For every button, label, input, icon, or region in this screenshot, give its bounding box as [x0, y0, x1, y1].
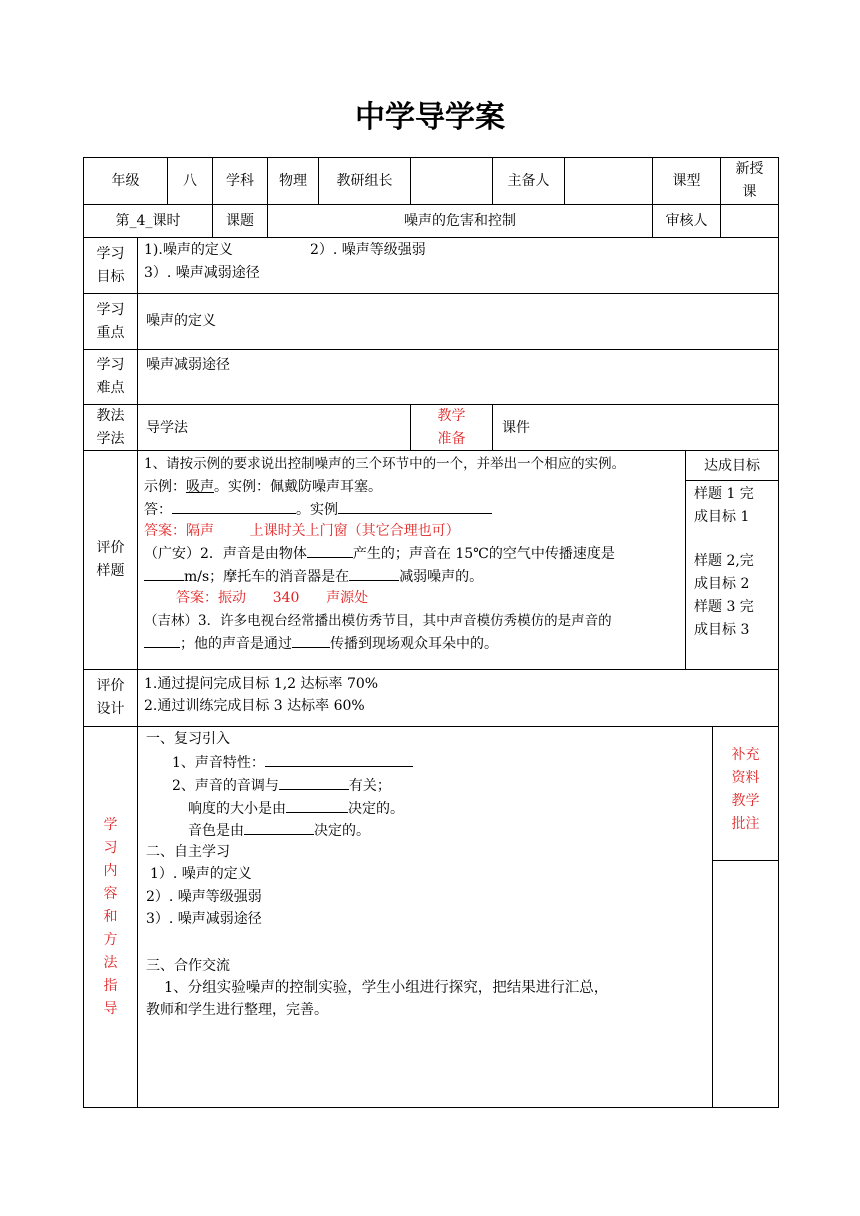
type-value-line1: 新授: [735, 161, 764, 177]
blank: [307, 542, 353, 558]
prep-value: 课件: [502, 420, 530, 436]
blank: [349, 565, 399, 581]
content-side-label: [84, 727, 137, 1107]
self-study-item-3: 3）. 噪声减弱途径: [146, 911, 262, 927]
topic-value: 噪声的危害和控制: [404, 213, 516, 229]
blank: [286, 797, 348, 813]
sample-q3-line2: [144, 632, 498, 655]
difficulties-label: [84, 350, 137, 404]
sample-q3-line1: （吉林）3．许多电视台经常播出模仿秀节目，其中声音模仿秀模仿的是声音的: [144, 613, 612, 629]
side-char: 习: [103, 839, 118, 856]
goal-map-3a: 样题 3 完: [694, 599, 754, 615]
grade-label: 年级: [111, 173, 140, 189]
goal-item-2: 2）. 噪声等级强弱: [310, 242, 426, 258]
q2-part-d: 减弱噪声的。: [399, 569, 484, 585]
q2-part-c: m/s；摩托车的消音器是在: [184, 569, 350, 585]
difficulties-label-line1: 学习: [96, 357, 125, 373]
reviewer-label: 审核人: [665, 213, 708, 229]
key-points-label-line1: 学习: [96, 301, 125, 318]
goals-label: [84, 238, 137, 293]
review-item-1-text: 1、声音特性：: [172, 755, 265, 771]
key-points-label-line2: 重点: [96, 324, 125, 341]
sample-q2-line1: [144, 542, 615, 565]
example-underlined: 吸声: [186, 479, 214, 495]
self-study-item-1: 1）. 噪声的定义: [150, 866, 252, 882]
sample-a2: 答案：振动 340 声源处: [176, 590, 369, 606]
prep-label: [411, 405, 492, 450]
review-item-2-b: 有关；: [348, 778, 391, 794]
section-cooperation: 三、合作交流: [146, 958, 230, 974]
section-self-study: 二、自主学习: [146, 844, 230, 860]
side-char: 方: [103, 931, 118, 948]
samples-label: [84, 451, 137, 669]
method-label-line1: 教法: [96, 407, 125, 424]
key-points-content: 噪声的定义: [146, 313, 216, 329]
goals-label-line1: 学习: [96, 245, 125, 262]
blank: [265, 751, 413, 767]
sample-q1: 1、请按示例的要求说出控制噪声的三个环节中的一个，并举出一个相应的实例。: [144, 456, 626, 472]
method-value: 导学法: [146, 420, 188, 436]
subject-value: 物理: [279, 173, 307, 189]
section-review: 一、复习引入: [146, 731, 230, 747]
goal-map-1b: 成目标 1: [694, 509, 750, 525]
goal-header: 达成目标: [704, 457, 760, 474]
notes-label: [713, 740, 778, 840]
goal-item-1: 1).噪声的定义: [144, 242, 233, 258]
grade-value: 八: [183, 173, 197, 189]
lesson-number: 第_4_课时: [115, 213, 181, 229]
blank: [172, 498, 296, 514]
answer-prefix: 答：: [144, 502, 172, 518]
q2-part-a: （广安）2．声音是由物体: [144, 546, 307, 562]
goal-map-2a: 样题 2,完: [694, 553, 754, 569]
goal-map-1a: 样题 1 完: [694, 486, 754, 502]
goal-map-3b: 成目标 3: [694, 622, 750, 638]
leader-value: [411, 158, 492, 204]
review-item-3-a: 响度的大小是由: [188, 801, 286, 817]
subject-label: 学科: [226, 173, 254, 189]
type-value: [721, 158, 778, 204]
cooperation-line2: 教师和学生进行整理，完善。: [146, 1002, 328, 1018]
eval-design-line1: 1.通过提问完成目标 1,2 达标率 70%: [144, 676, 379, 692]
side-char: 容: [103, 885, 118, 902]
side-char: 内: [103, 862, 118, 879]
review-item-4-a: 音色是由: [188, 823, 244, 839]
sample-q1-answer-line: [144, 498, 492, 521]
difficulties-label-line2: 难点: [96, 380, 125, 396]
reviewer-value: [721, 205, 778, 237]
review-item-2-a: 2、声音的音调与: [172, 778, 279, 794]
prep-label-line1: 教学: [437, 407, 466, 424]
leader-label: 教研组长: [336, 173, 393, 189]
topic-label: 课题: [226, 213, 254, 229]
q2-part-b: 产生的；声音在 15℃的空气中传播速度是: [352, 546, 615, 562]
side-char: 和: [103, 908, 118, 925]
blank: [244, 819, 314, 835]
example-suffix: 。实例：佩戴防噪声耳塞。: [214, 479, 382, 495]
side-char: 导: [103, 1000, 118, 1017]
side-char: 法: [103, 954, 118, 971]
eval-design-line2: 2.通过训练完成目标 3 达标率 60%: [144, 698, 365, 714]
prep-label-line2: 准备: [437, 430, 466, 447]
type-value-line2: 课: [742, 184, 757, 200]
q3-part-b: ；他的声音是通过: [180, 636, 292, 652]
eval-design-label: [84, 670, 137, 726]
notes-label-line: 教学: [731, 793, 760, 809]
blank: [144, 632, 180, 648]
samples-label-line2: 样题: [96, 563, 125, 579]
eval-design-label-line1: 评价: [96, 678, 125, 694]
blank: [338, 498, 492, 514]
samples-label-line1: 评价: [96, 540, 125, 556]
review-item-2: [172, 774, 391, 797]
page-title: 中学导学案: [355, 100, 505, 135]
side-char: 学: [103, 816, 118, 833]
goal-map-2b: 成目标 2: [694, 576, 750, 592]
notes-label-line: 补充: [731, 747, 760, 763]
sample-a1: 答案：隔声 上课时关上门窗（其它合理也可）: [144, 523, 460, 539]
notes-label-line: 资料: [731, 770, 760, 786]
difficulties-content: 噪声减弱途径: [146, 357, 230, 373]
blank: [292, 632, 330, 648]
cooperation-line1: 1、分组实验噪声的控制实验，学生小组进行探究，把结果进行汇总，: [164, 980, 609, 996]
review-item-1: [172, 751, 413, 774]
goals-label-line2: 目标: [96, 268, 125, 285]
sample-q2-line2: [144, 565, 483, 588]
example-prefix: 示例：: [144, 479, 186, 495]
review-item-3-b: 决定的。: [348, 801, 404, 817]
key-points-label: [84, 294, 137, 349]
preparer-label: 主备人: [507, 173, 550, 189]
method-label-line2: 学法: [96, 430, 125, 447]
review-item-4-b: 决定的。: [314, 823, 370, 839]
review-item-3: [188, 797, 404, 820]
type-label: 课型: [672, 173, 701, 189]
side-char: 指: [103, 977, 118, 994]
eval-design-label-line2: 设计: [96, 701, 125, 717]
sample-q1-example: [144, 476, 382, 498]
preparer-value: [565, 158, 652, 204]
notes-label-line: 批注: [731, 816, 760, 832]
self-study-item-2: 2）. 噪声等级强弱: [146, 889, 262, 905]
review-item-4: [188, 819, 370, 842]
q3-part-c: 传播到现场观众耳朵中的。: [330, 636, 498, 652]
answer-mid: 。实例: [296, 502, 338, 518]
goal-item-3: 3）. 噪声减弱途径: [144, 265, 260, 281]
blank: [279, 774, 349, 790]
blank: [144, 565, 184, 581]
method-label: [84, 405, 137, 450]
